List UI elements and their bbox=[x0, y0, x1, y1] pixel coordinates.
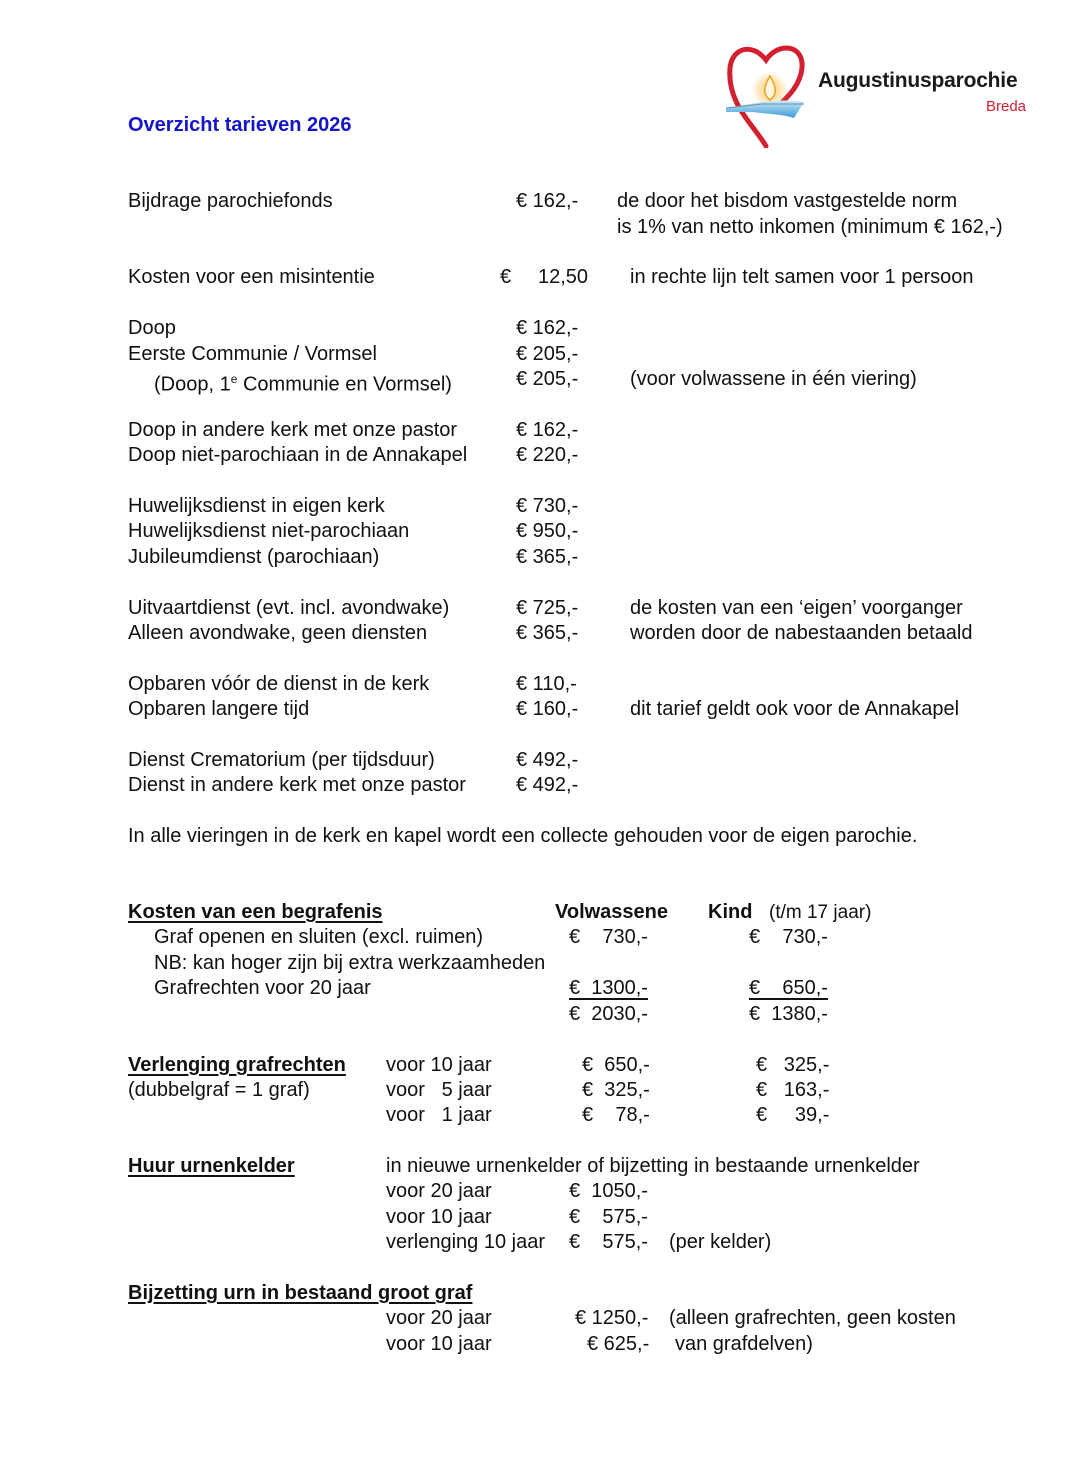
fee-note: in rechte lijn telt samen voor 1 persoon bbox=[630, 266, 974, 288]
fee-label: Kosten voor een misintentie bbox=[128, 266, 375, 288]
fee-amount: € 950,- bbox=[516, 520, 579, 542]
parish-logo bbox=[722, 38, 1062, 148]
fee-currency: € bbox=[500, 266, 512, 288]
section-heading-urnenkelder: Huur urnenkelder bbox=[128, 1155, 295, 1177]
urnenkelder-period: verlenging 10 jaar bbox=[386, 1231, 545, 1253]
bijzetting-amount: € 1250,- bbox=[575, 1307, 649, 1329]
verlenging-child-amount: € 163,- bbox=[756, 1079, 830, 1101]
burial-adult-amount: € 1300,- bbox=[569, 977, 648, 999]
fee-label: Jubileumdienst (parochiaan) bbox=[128, 546, 380, 568]
fee-note: worden door de nabestaanden betaald bbox=[630, 622, 973, 644]
fee-label: Doop bbox=[128, 317, 176, 339]
fee-amount: € 365,- bbox=[516, 546, 579, 568]
fee-label: Dienst in andere kerk met onze pastor bbox=[128, 774, 466, 796]
fee-amount: € 220,- bbox=[516, 444, 579, 466]
fee-label-part: Communie en Vormsel) bbox=[237, 373, 452, 396]
fee-label: Eerste Communie / Vormsel bbox=[128, 343, 377, 365]
fee-amount: € 730,- bbox=[516, 495, 579, 517]
fee-note: de kosten van een ‘eigen’ voorganger bbox=[630, 597, 963, 619]
urnenkelder-intro: in nieuwe urnenkelder of bijzetting in bestaande urnenkelder bbox=[386, 1155, 920, 1177]
urnenkelder-amount: € 575,- bbox=[569, 1231, 648, 1253]
verlenging-child-amount: € 39,- bbox=[756, 1104, 830, 1126]
fee-note: is 1% van netto inkomen (minimum € 162,-) bbox=[617, 216, 1003, 238]
fee-label: Bijdrage parochiefonds bbox=[128, 190, 333, 212]
burial-row-label: Grafrechten voor 20 jaar bbox=[154, 977, 371, 999]
collecte-note: In alle vieringen in de kerk en kapel wordt een collecte gehouden voor de eigen parochie. bbox=[128, 825, 918, 847]
heart-flame-book-icon bbox=[722, 38, 822, 148]
fee-amount: 12,50 bbox=[538, 266, 589, 288]
fee-amount: € 492,- bbox=[516, 774, 579, 796]
burial-adult-amount: € 730,- bbox=[569, 926, 648, 948]
burial-adult-total: € 2030,- bbox=[569, 1003, 648, 1025]
fee-amount: € 205,- bbox=[516, 368, 579, 390]
fee-amount: € 162,- bbox=[516, 419, 579, 441]
parish-name: Augustinusparochie bbox=[818, 69, 1018, 92]
bijzetting-note: (alleen grafrechten, geen kosten bbox=[669, 1307, 956, 1329]
urnenkelder-amount: € 575,- bbox=[569, 1206, 648, 1228]
burial-row-label: Graf openen en sluiten (excl. ruimen) bbox=[154, 926, 484, 948]
fee-label: Alleen avondwake, geen diensten bbox=[128, 622, 428, 644]
urnenkelder-amount: € 1050,- bbox=[569, 1180, 648, 1202]
verlenging-subnote: (dubbelgraf = 1 graf) bbox=[128, 1079, 310, 1101]
fee-label: Doop in andere kerk met onze pastor bbox=[128, 419, 458, 441]
parish-city: Breda bbox=[986, 98, 1027, 115]
fee-amount: € 492,- bbox=[516, 749, 579, 771]
fee-amount: € 725,- bbox=[516, 597, 579, 619]
section-heading-begrafenis: Kosten van een begrafenis bbox=[128, 901, 383, 923]
fee-amount: € 205,- bbox=[516, 343, 579, 365]
urnenkelder-period: voor 20 jaar bbox=[386, 1180, 492, 1202]
bijzetting-note: van grafdelven) bbox=[675, 1333, 813, 1355]
fee-label: Huwelijksdienst niet-parochiaan bbox=[128, 520, 410, 542]
verlenging-period: voor 1 jaar bbox=[386, 1104, 492, 1126]
section-heading-verlenging: Verlenging grafrechten bbox=[128, 1054, 346, 1076]
fee-label: Huwelijksdienst in eigen kerk bbox=[128, 495, 385, 517]
verlenging-adult-amount: € 325,- bbox=[582, 1079, 650, 1101]
bijzetting-amount: € 625,- bbox=[587, 1333, 650, 1355]
fee-note: de door het bisdom vastgestelde norm bbox=[617, 190, 958, 212]
verlenging-adult-amount: € 78,- bbox=[582, 1104, 650, 1126]
fee-label-part: (Doop, 1 bbox=[154, 373, 231, 396]
fee-label: Dienst Crematorium (per tijdsduur) bbox=[128, 749, 435, 771]
urnenkelder-period: voor 10 jaar bbox=[386, 1206, 492, 1228]
fee-amount: € 365,- bbox=[516, 622, 579, 644]
bijzetting-period: voor 20 jaar bbox=[386, 1307, 492, 1329]
fee-label: Opbaren langere tijd bbox=[128, 698, 310, 720]
fee-label: Uitvaartdienst (evt. incl. avondwake) bbox=[128, 597, 450, 619]
fee-label: Opbaren vóór de dienst in de kerk bbox=[128, 673, 430, 695]
verlenging-period: voor 10 jaar bbox=[386, 1054, 492, 1076]
fee-note: dit tarief geldt ook voor de Annakapel bbox=[630, 698, 960, 720]
verlenging-child-amount: € 325,- bbox=[756, 1054, 830, 1076]
fee-amount: € 162,- bbox=[516, 317, 579, 339]
section-heading-bijzetting: Bijzetting urn in bestaand groot graf bbox=[128, 1282, 473, 1304]
verlenging-adult-amount: € 650,- bbox=[582, 1054, 650, 1076]
fee-amount: € 160,- bbox=[516, 698, 579, 720]
burial-child-amount: € 730,- bbox=[749, 926, 828, 948]
column-header-child-note: (t/m 17 jaar) bbox=[769, 902, 872, 923]
bijzetting-period: voor 10 jaar bbox=[386, 1333, 492, 1355]
verlenging-period: voor 5 jaar bbox=[386, 1079, 492, 1101]
page-title: Overzicht tarieven 2026 bbox=[128, 114, 352, 136]
column-header-child: Kind bbox=[708, 901, 753, 923]
fee-note: (voor volwassene in één viering) bbox=[630, 368, 917, 390]
column-header-adult: Volwassene bbox=[555, 901, 669, 923]
burial-row-label: NB: kan hoger zijn bij extra werkzaamheden bbox=[154, 952, 546, 974]
superscript: e bbox=[230, 372, 238, 386]
fee-amount: € 110,- bbox=[516, 673, 577, 695]
burial-child-total: € 1380,- bbox=[749, 1003, 828, 1025]
fee-label bbox=[154, 367, 452, 398]
fee-amount: € 162,- bbox=[516, 190, 579, 212]
burial-child-amount: € 650,- bbox=[749, 977, 828, 999]
fee-label: Doop niet-parochiaan in de Annakapel bbox=[128, 444, 468, 466]
urnenkelder-note: (per kelder) bbox=[669, 1231, 772, 1253]
